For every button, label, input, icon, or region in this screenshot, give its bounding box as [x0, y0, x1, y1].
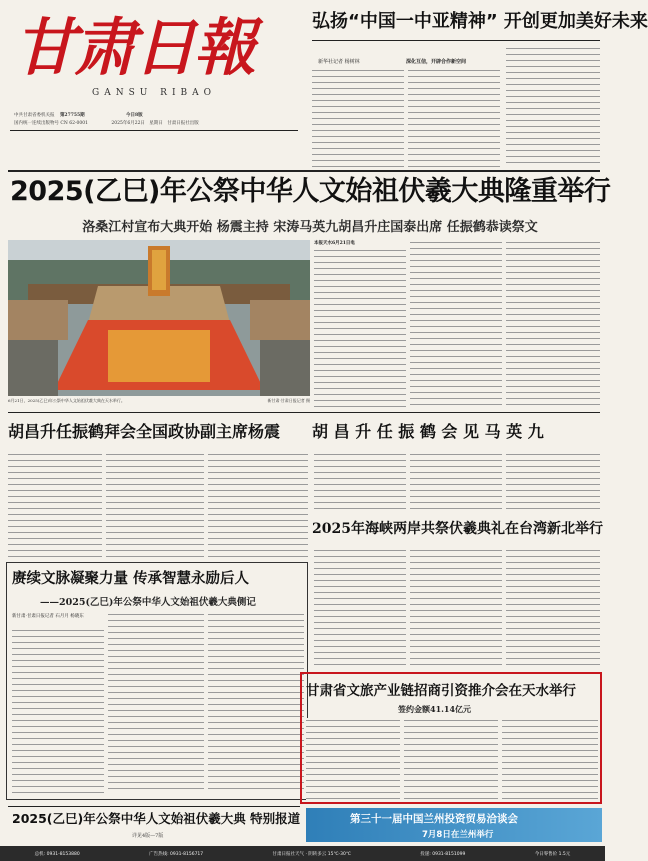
feature-col-3 — [208, 612, 304, 794]
feature-col-2 — [108, 612, 204, 794]
photo-credit: 新甘肃·甘肃日报记者 摄 — [267, 398, 310, 403]
main-headline: 2025(乙巳)年公祭中华人文始祖伏羲大典隆重举行 — [10, 176, 611, 207]
boxed-col-3 — [502, 718, 598, 800]
right-story-col-1 — [314, 548, 406, 668]
main-lead: 本报天水6月21日电 — [314, 241, 355, 246]
logo-pinyin: GANSU RIBAO — [92, 88, 216, 98]
footer-weather: 甘肃日报社天气 · 阴转多云 15℃-30℃ — [272, 851, 351, 857]
masthead-logo — [14, 8, 284, 94]
footer-price: 今日零售价 1.5元 — [534, 851, 571, 857]
mid-left-col-1 — [8, 452, 102, 558]
main-subheadline: 洛桑江村宣布大典开始 杨震主持 宋涛马英九胡昌升庄国泰出席 任振鹤恭读祭文 — [82, 220, 538, 235]
top-story-col-2 — [408, 68, 500, 168]
top-story-title: 弘扬“中国一中亚精神” 开创更加美好未来 — [312, 11, 648, 32]
bottom-rule — [8, 806, 300, 807]
mid-left-col-2 — [106, 452, 204, 558]
footer-ad: 广告热线: 0931-8156717 — [149, 851, 204, 857]
banner-line1: 第三十一届中国兰州投资贸易洽谈会 — [350, 813, 518, 825]
boxed-col-1 — [306, 718, 400, 800]
photo-caption-text: 6月21日，2025(乙巳)年公祭中华人文始祖伏羲大典在天水举行。 — [8, 398, 125, 403]
feature-byline: 新甘肃·甘肃日报记者 石月月 杨晓东 — [12, 614, 84, 619]
main-col-2 — [410, 240, 502, 408]
top-story-author: 新华社记者 杨树林 — [318, 59, 360, 65]
cn-number: 国内统一连续出版物号 CN 62-0001 — [14, 121, 88, 126]
boxed-story-headline: 甘肃省文旅产业链招商引资推介会在天水举行 — [306, 683, 576, 699]
mid-right-headline: 胡 昌 升 任 振 鹤 会 见 马 英 九 — [312, 422, 544, 441]
mid-left-col-3 — [208, 452, 308, 558]
masthead-info — [14, 112, 294, 128]
right-story-headline: 2025年海峡两岸共祭伏羲典礼在台湾新北举行 — [312, 521, 603, 537]
boxed-story-subheadline: 签约金额41.14亿元 — [398, 704, 472, 714]
footer-delivery: 投递: 0931-8151099 — [420, 851, 466, 857]
mid-left-headline: 胡昌升任振鹤拜会全国政协副主席杨震 — [8, 422, 281, 441]
right-story-col-2 — [410, 548, 502, 668]
photo-caption — [8, 398, 310, 404]
mid-right-col-1 — [314, 452, 406, 512]
top-story-col-1 — [312, 68, 404, 168]
date-line: 2025年6月22日 — [111, 121, 145, 126]
mid-rule — [8, 412, 600, 413]
main-photo — [8, 240, 310, 396]
top-story-sub: 深化互信，开辟合作新空间 — [406, 59, 467, 65]
page-count: 今日8版 — [126, 113, 143, 118]
special-report-pageref: 详见4版—7版 — [132, 833, 164, 839]
trade-fair-banner — [306, 808, 602, 842]
footer — [0, 846, 605, 861]
main-col-3 — [506, 240, 600, 408]
mid-right-col-3 — [506, 452, 600, 512]
publisher: 甘肃日报社出版 — [167, 121, 199, 126]
boxed-col-2 — [404, 718, 498, 800]
mid-right-col-2 — [410, 452, 502, 512]
feature-headline: 赓续文脉凝聚力量 传承智慧永励后人 — [12, 570, 250, 587]
weekday: 星期日 — [149, 121, 163, 126]
paper-org: 中共甘肃省委机关报 — [14, 113, 55, 118]
right-story-col-3 — [506, 548, 600, 668]
masthead-rule — [10, 130, 298, 131]
footer-phone: 总机: 0931-8153880 — [34, 851, 80, 857]
special-report-title: 2025(乙巳)年公祭中华人文始祖伏羲大典 特别报道 — [12, 811, 301, 826]
feature-col-1 — [12, 628, 104, 794]
banner-line2: 7月8日在兰州举行 — [422, 830, 494, 840]
main-col-1 — [314, 248, 406, 408]
top-story-col-3 — [506, 46, 600, 168]
issue-code: 第27755期 — [59, 113, 85, 118]
top-story-rule — [312, 40, 600, 41]
feature-subheadline: ——2025(乙巳)年公祭中华人文始祖伏羲大典侧记 — [40, 597, 256, 608]
logo-text: 甘肃日報 — [14, 11, 255, 84]
